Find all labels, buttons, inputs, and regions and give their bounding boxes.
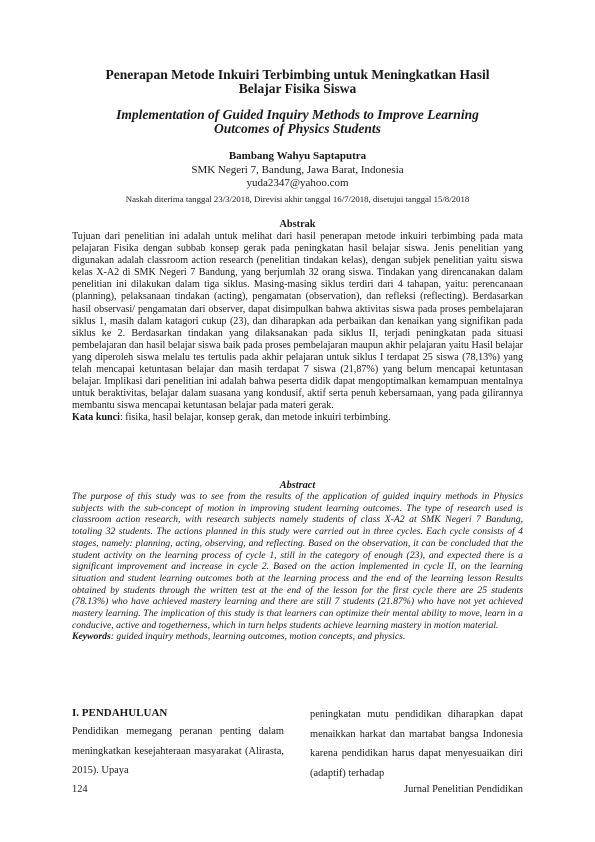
author-block [90, 150, 505, 191]
abstract-body-en: The purpose of this study was to see from the results of the application of guided inquiry methods in Physics subjects with the sub-concept of motion in improving student learning outcomes. The type of research used is classroom action research, with research subjects namely students of class X-A2 at SMK Negeri 7 Bandung, totaling 32 students. The actions planned in this study were carried out in three cycles. Each cycle consists of 4 stages, namely: planning, acting, observing, and reflecting. Based on the observation, it can be concluded that the student activity on the learning process of cycle 1, still in the category of enough (23), and expected there is a significant improvement and increase in cycle 2. Based on the action implemented in cycle II, on the learning situation and student learning outcomes both at the learning process and the end of the learning lesson Results obtained by students through the written test at the end of the lesson for the first cycle there are 25 students (78.13%) who have achieved mastery learning and there are still 7 students (21.87%) who have not yet achieved mastery learning. The implication of this study is that learners can optimize their mental ability to move, learn in a conducive, active and togetherness, which in turn helps students achieve learning mastery in motion material. [72, 491, 523, 631]
author-name: Bambang Wahyu Saptaputra [228, 150, 367, 162]
body-column-right: peningkatan mutu pendidikan diharapkan dapat menaikkan harkat dan martabat bangsa Indonesia karena pendidikan harus dapat menyesuaikan diri (adaptif) terhadap [310, 709, 523, 779]
section-heading: I. PENDAHULUAN [72, 707, 168, 719]
keywords-id: : fisika, hasil belajar, konsep gerak, dan metode inkuiri terbimbing. [119, 412, 391, 424]
abstract-heading-id: Abstrak [279, 219, 316, 230]
body-column-left: Pendidikan memegang peranan penting dalam meningkatkan kesejahteraan masyarakat (Alirasta, 2015). Upaya [72, 726, 284, 777]
abstract-indonesian [72, 231, 523, 425]
keywords-label-id: Kata kunci [72, 412, 120, 424]
title-english: Implementation of Guided Inquiry Methods to Improve Learning Outcomes of Physics Students [116, 107, 479, 136]
title-indonesian: Penerapan Metode Inkuiri Terbimbing untuk Meningkatkan Hasil Belajar Fisika Siswa [105, 67, 490, 96]
page-number: 124 [72, 784, 88, 795]
abstract-heading-en: Abstract [279, 480, 316, 491]
submission-dates: Naskah diterima tanggal 23/3/2018, Direvisi akhir tanggal 16/7/2018, disetujui tanggal 15/8/2018 [125, 194, 470, 204]
keywords-label-en: Keywords [72, 631, 111, 643]
author-affiliation: SMK Negeri 7, Bandung, Jawa Barat, Indonesia [191, 163, 404, 176]
abstract-body-id: Tujuan dari penelitian ini adalah untuk melihat dari hasil penerapan metode inkuiri terbimbing pada mata pelajaran Fisika dengan subbab konsep gerak pada peningkatan hasil belajar siswa. Jenis penelitian yang digunakan adalah classroom action research (penelitian tindakan kelas), dengan subjek penelitian yaitu siswa kelas X-A2 di SMK Negeri 7 Bandung, yang berjumlah 32 orang siswa. Tindakan yang direncanakan dalam penelitian ini dilakukan dalam tiga siklus. Masing-masing siklus terdiri dari 4 tahapan, yaitu: perencanaan (planning), pelaksanaan tindakan (acting), pengamatan (observation), dan refleksi (reflecting). Berdasarkan hasil observasi/ pengamatan dari observer, dapat disimpulkan bahwa aktivitas siswa pada proses pembelajaran siklus 1, masih dalam katagori cukup (23), dan diharapkan ada perbaikan dan kenaikan yang signifikan pada siklus ke 2. Berdasarkan tindakan yang dilaksanakan pada siklus II, terjadi peningkatan pada situasi pembelajaran dan hasil belajar siswa baik pada proses pembelajaran maupun akhir pelajaran yaitu Hasil belajar yang diperoleh siswa melalu tes tertulis pada akhir pelajaran untuk siklus I terdapat 25 siswa (78,13%) yang telah mencapai ketuntasan belajar dan masih terdapat 7 siswa (21,87%) yang belum mencapai ketuntasan belajar. Implikasi dari penelitian ini adalah bahwa peserta didik dapat mengoptimalkan kemampuan mentalnya untuk beraktivitas, belajar dalam suasana yang kondusif, aktif serta penuh kebersamaan, yang pada gilirannya membantu siswa mencapai ketuntasan belajar pada materi gerak. [72, 231, 523, 412]
abstract-english [72, 491, 523, 643]
journal-name: Jurnal Penelitian Pendidikan [404, 784, 523, 795]
keywords-line-id [72, 412, 523, 424]
keywords-line-en [72, 631, 523, 643]
author-email: yuda2347@yahoo.com [246, 177, 349, 189]
keywords-en: : guided inquiry methods, learning outcomes, motion concepts, and physics. [110, 631, 406, 643]
